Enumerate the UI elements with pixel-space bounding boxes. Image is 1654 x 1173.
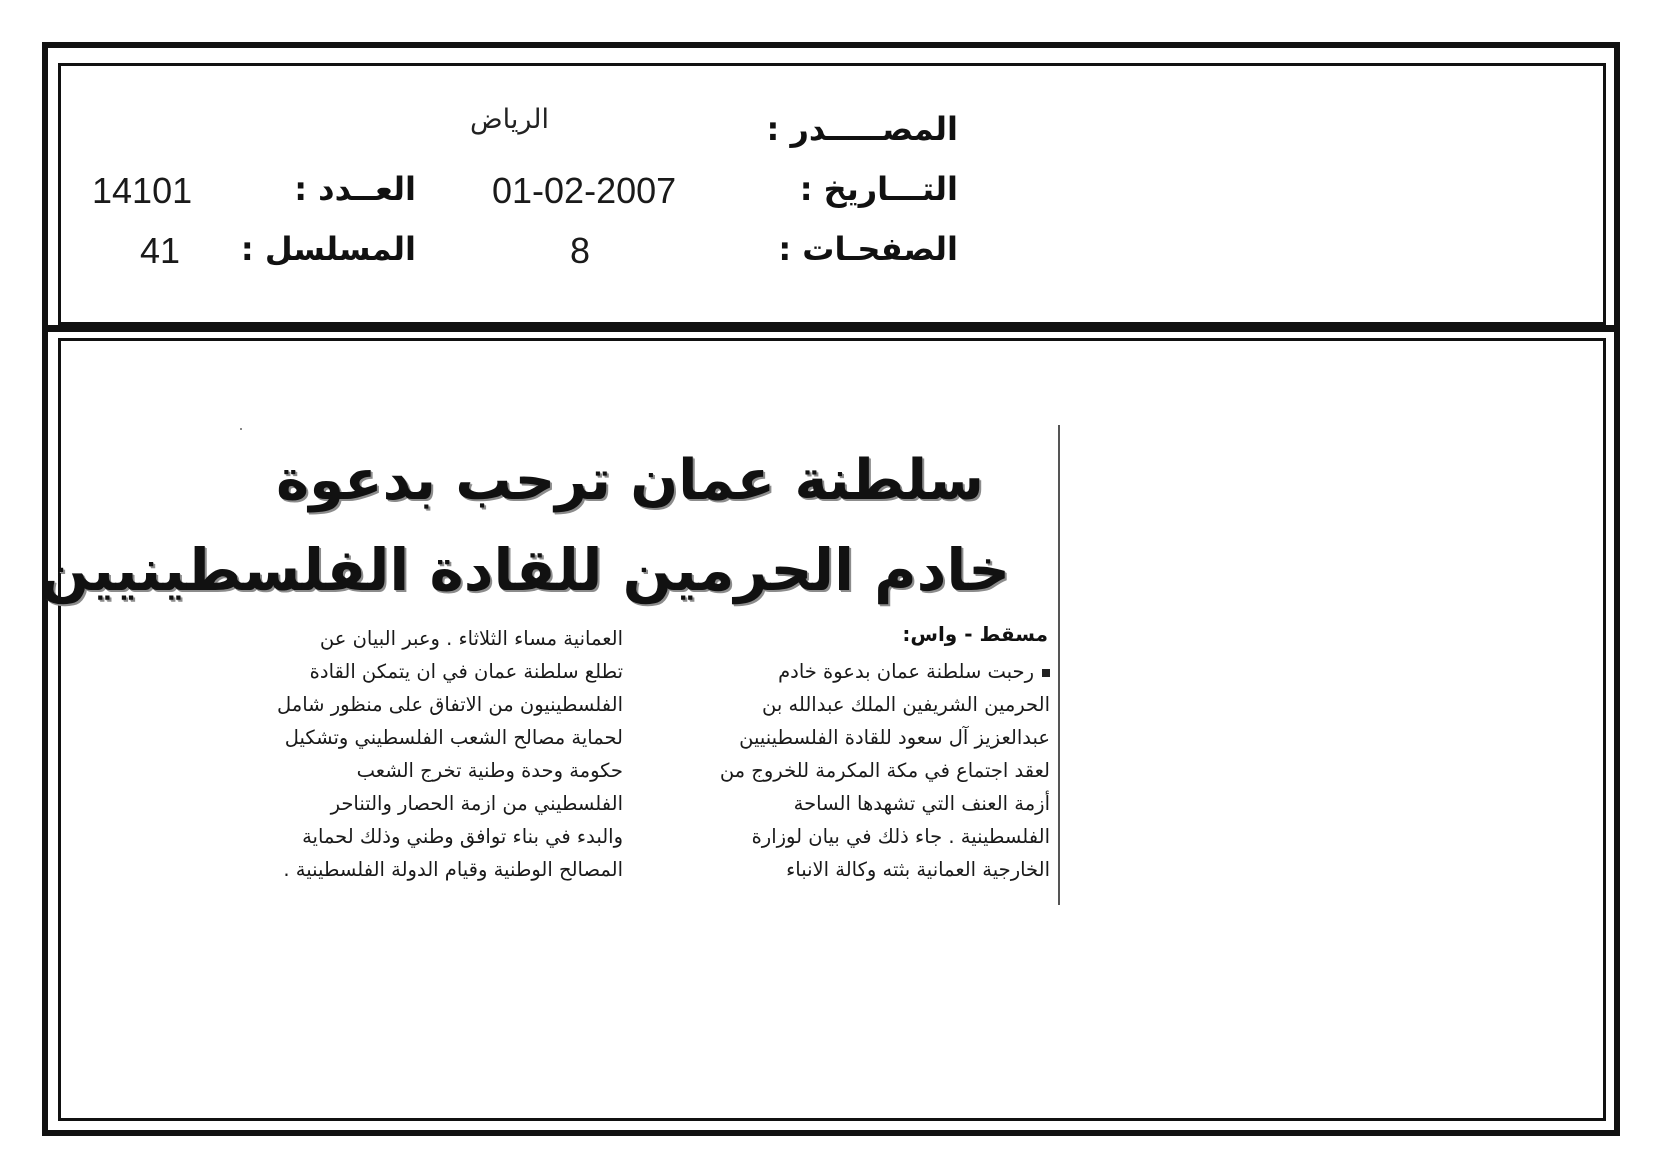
source-label: المصـــــدر :: [766, 110, 958, 148]
dateline: مسقط - واس:: [902, 622, 1048, 646]
article-line: أزمة العنف التي تشهدها الساحة: [793, 792, 1050, 815]
headline-line-2: خادم الحرمين للقادة الفلسطينيين: [39, 536, 1010, 604]
column-rule: [1058, 425, 1060, 905]
article-line: عبدالعزيز آل سعود للقادة الفلسطينيين: [739, 726, 1050, 749]
article-line: العمانية مساء الثلاثاء . وعبر البيان عن: [319, 627, 623, 650]
article-column-right: [640, 655, 1050, 886]
serial-label: المسلسل :: [240, 230, 416, 268]
bullet-icon: [1042, 669, 1050, 677]
article-line: الفلسطينية . جاء ذلك في بيان لوزارة: [751, 825, 1050, 848]
article-line: الحرمين الشريفين الملك عبدالله بن: [761, 693, 1050, 716]
article-line: حكومة وحدة وطنية تخرج الشعب: [356, 759, 623, 782]
article-line: رحبت سلطنة عمان بدعوة خادم: [640, 655, 1050, 688]
pages-value: 8: [570, 230, 591, 271]
source-value: الرياض: [470, 104, 550, 135]
headline-line-1: سلطنة عمان ترحب بدعوة: [276, 448, 984, 513]
serial-value: 41: [140, 230, 181, 271]
article-line: الخارجية العمانية بثته وكالة الانباء: [786, 858, 1050, 881]
issue-value: 14101: [92, 170, 193, 211]
article-line: الفلسطينيون من الاتفاق على منظور شامل: [277, 693, 623, 716]
article-line: لحماية مصالح الشعب الفلسطيني وتشكيل: [284, 726, 623, 749]
article-line: والبدء في بناء توافق وطني وذلك لحماية: [302, 825, 623, 848]
article-line: المصالح الوطنية وقيام الدولة الفلسطينية .: [283, 858, 623, 881]
header-separator: [42, 325, 1620, 332]
date-value: 01-02-2007: [492, 170, 677, 211]
issue-label: العــدد :: [294, 170, 416, 208]
date-label: التـــاريخ :: [799, 170, 958, 208]
article-line: تطلع سلطنة عمان في ان يتمكن القادة: [309, 660, 623, 683]
article-line: الفلسطيني من ازمة الحصار والتناحر: [330, 792, 623, 815]
article-column-left: [228, 622, 623, 886]
article-line: لعقد اجتماع في مكة المكرمة للخروج من: [719, 759, 1050, 782]
scan-speck: [240, 428, 242, 430]
pages-label: الصفحـات :: [778, 230, 958, 268]
